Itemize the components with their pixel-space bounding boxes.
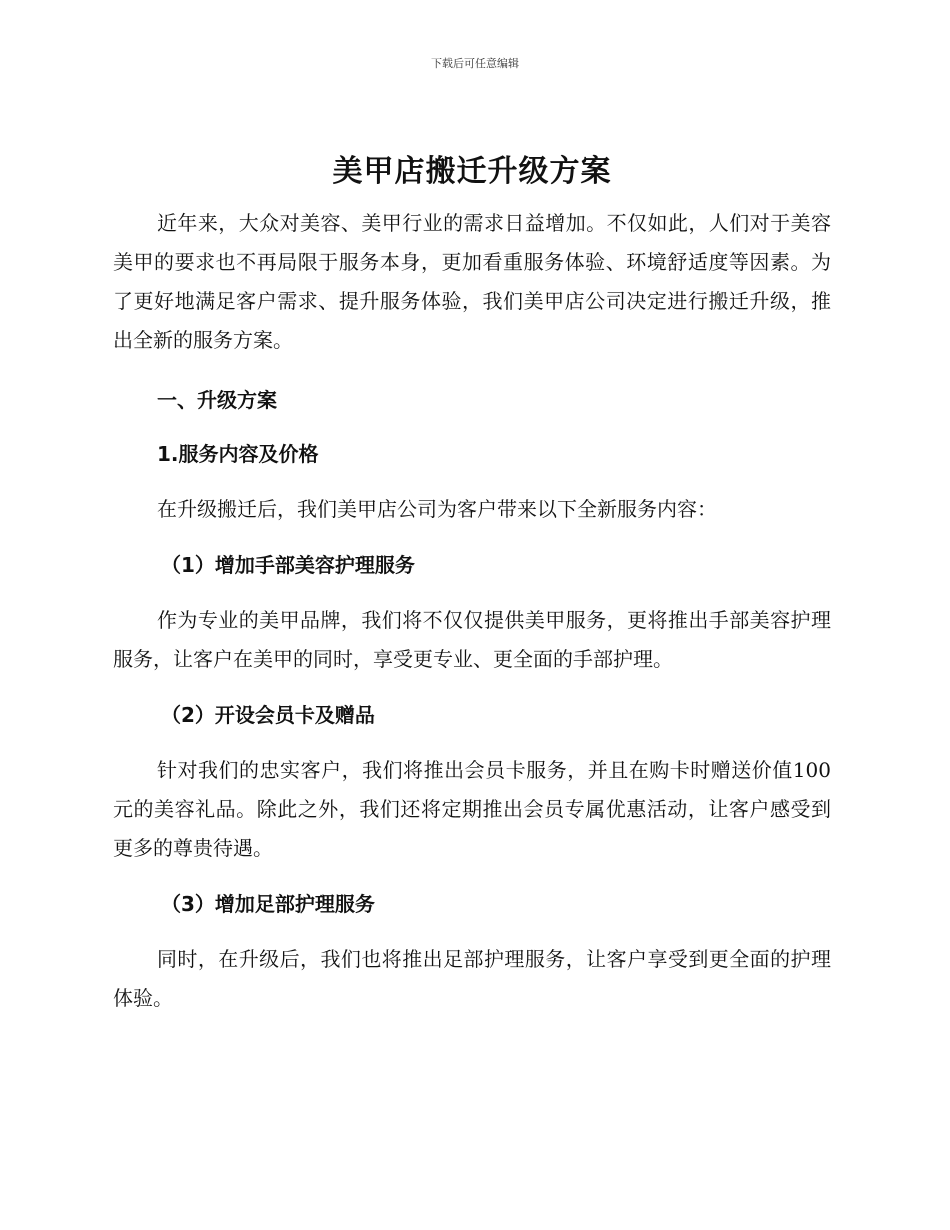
- document-title: 美甲店搬迁升级方案: [332, 154, 612, 189]
- item-heading-foot-care: （3）增加足部护理服务: [161, 892, 375, 916]
- header-note: 下载后可任意编辑: [431, 57, 519, 70]
- item-paragraph-foot-care: 同时，在升级后，我们也将推出足部护理服务，让客户享受到更全面的护理体验。: [113, 947, 831, 1010]
- item-heading-hand-care: （1）增加手部美容护理服务: [161, 553, 415, 577]
- item-paragraph-membership: 针对我们的忠实客户，我们将推出会员卡服务，并且在购卡时赠送价值100元的美容礼品。除此之外，我们还将定期推出会员专属优惠活动，让客户感受到更多的尊贵待遇。: [113, 758, 831, 860]
- item-paragraph-hand-care: 作为专业的美甲品牌，我们将不仅仅提供美甲服务，更将推出手部美容护理服务，让客户在美甲的同时，享受更专业、更全面的手部护理。: [113, 608, 831, 671]
- intro-paragraph: 近年来，大众对美容、美甲行业的需求日益增加。不仅如此，人们对于美容美甲的要求也不再局限于服务本身，更加看重服务体验、环境舒适度等因素。为了更好地满足客户需求、提升服务体验，我们美甲店公司决定进行搬迁升级，推出全新的服务方案。: [113, 211, 831, 352]
- item-heading-membership: （2）开设会员卡及赠品: [161, 703, 375, 727]
- subsection-heading-service-content: 1.服务内容及价格: [157, 442, 319, 466]
- document-body: [113, 150, 831, 1018]
- section-heading-upgrade-plan: 一、升级方案: [157, 388, 277, 412]
- subsection-paragraph-service-content: 在升级搬迁后，我们美甲店公司为客户带来以下全新服务内容：: [157, 497, 717, 521]
